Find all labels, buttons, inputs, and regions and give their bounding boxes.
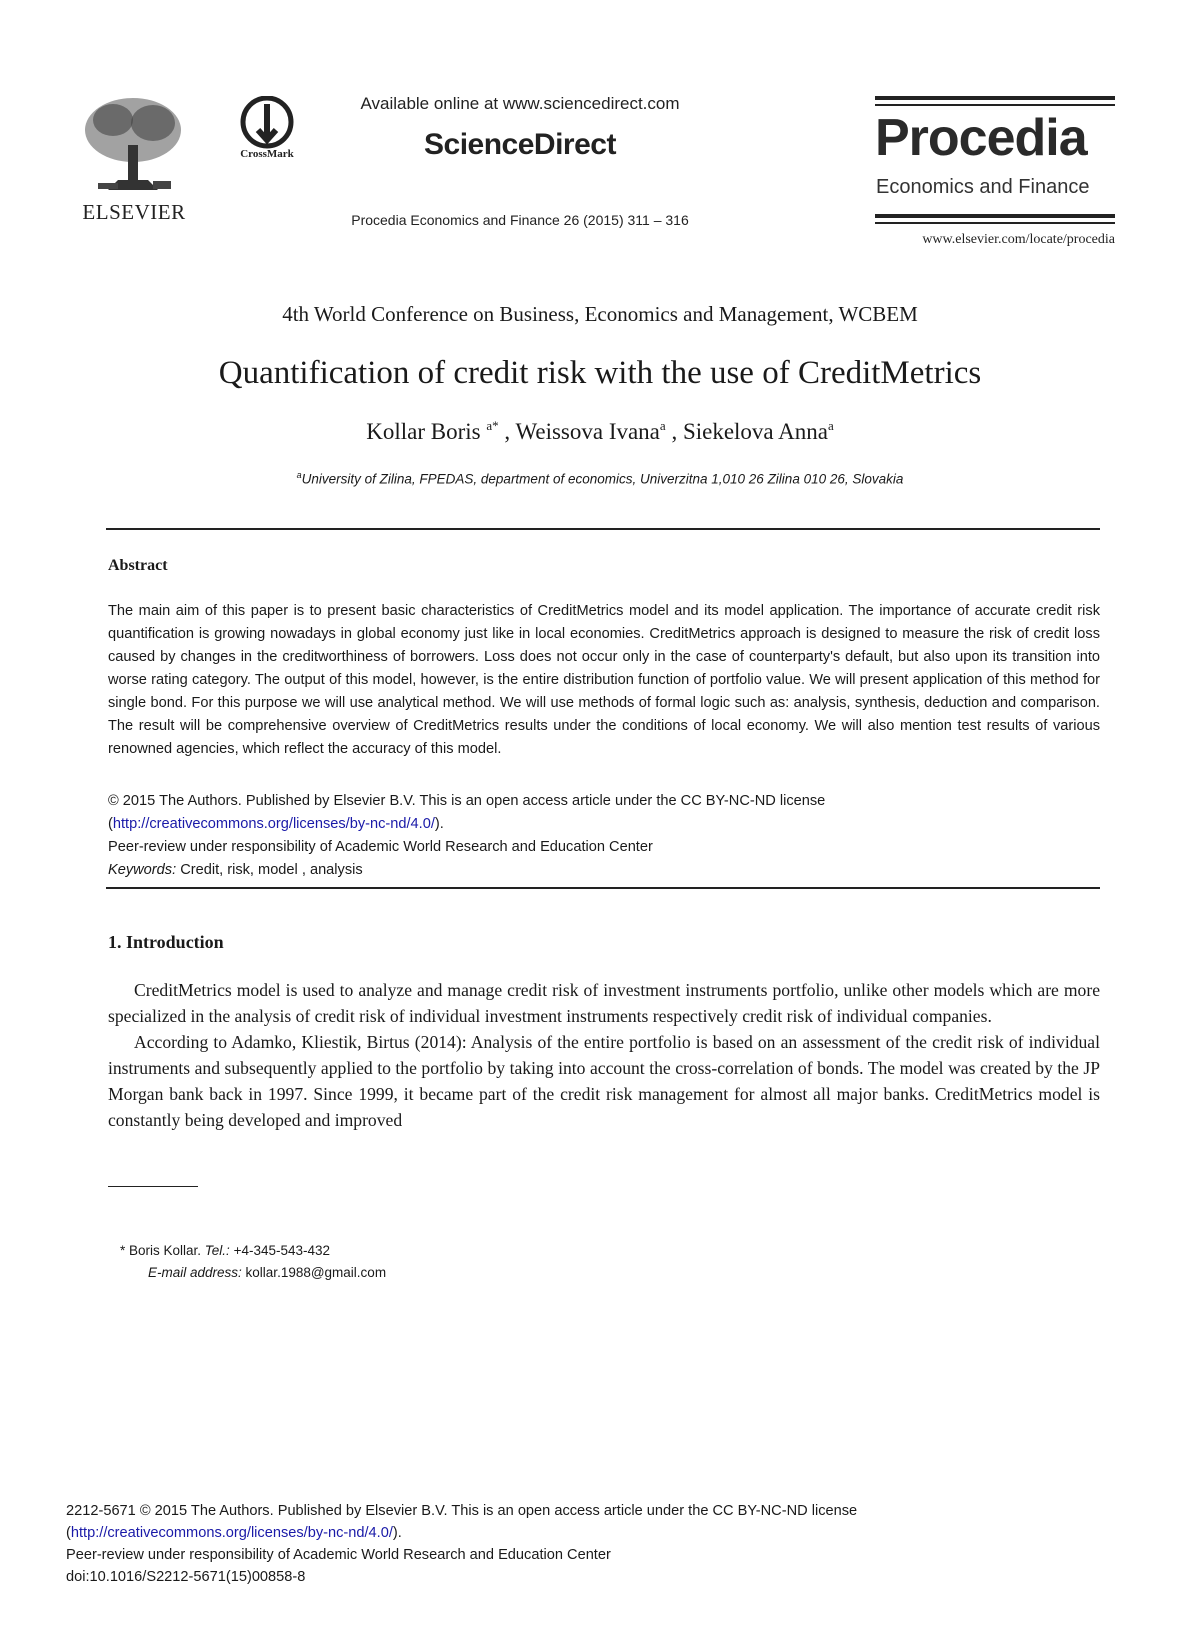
copyright-line: © 2015 The Authors. Published by Elsevier B.V. This is an open access article under the CC BY-NC-ND license bbox=[108, 793, 826, 809]
author-name: , Siekelova Anna bbox=[665, 419, 828, 444]
footnote bbox=[120, 1240, 720, 1284]
footnote-author: * Boris Kollar. bbox=[120, 1243, 205, 1258]
email-address[interactable]: kollar.1988@gmail.com bbox=[241, 1265, 387, 1280]
paren-close: ). bbox=[392, 1525, 402, 1541]
tel-label: Tel.: bbox=[204, 1243, 230, 1258]
bottom-peer-review-line: Peer-review under responsibility of Academic World Research and Education Center bbox=[66, 1547, 611, 1563]
journal-url[interactable]: www.elsevier.com/locate/procedia bbox=[922, 232, 1115, 247]
divider-bottom bbox=[106, 887, 1100, 889]
affiliation-text: University of Zilina, FPEDAS, department of economics, Univerzitna 1,010 26 Zilina 010 26, Slovakia bbox=[301, 471, 904, 487]
peer-review-line: Peer-review under responsibility of Academic World Research and Education Center bbox=[108, 839, 653, 855]
journal-rule-bottom bbox=[875, 214, 1115, 218]
crossmark-label: CrossMark bbox=[240, 148, 294, 160]
keywords-label: Keywords: bbox=[108, 862, 177, 878]
footnote-rule bbox=[108, 1186, 198, 1187]
bottom-license-block bbox=[66, 1500, 1066, 1588]
affiliation-mark: a bbox=[296, 470, 302, 480]
journal-reference: Procedia Economics and Finance 26 (2015) 311 – 316 bbox=[351, 212, 689, 228]
paren-open: ( bbox=[66, 1525, 71, 1541]
journal-subtitle: Economics and Finance bbox=[876, 176, 1090, 198]
abstract-body: The main aim of this paper is to present basic characteristics of CreditMetrics model and its model application. The importance of accurate credit risk quantification is growing nowadays in global economy just like in local economies. CreditMetrics approach is designed to measure the risk of credit loss caused by changes in the creditworthiness of borrowers. Loss does not occur only in the case of counterparty's default, but also upon its transition into worse rating category. The output of this model, however, is the entire distribution function of portfolio value. We will present application of this method for single bond. For this purpose we will use analytical method. We will use methods of formal logic such as: analysis, synthesis, deduction and comparison. The result will be comprehensive overview of CreditMetrics results under the conditions of local economy. We will also mention test results of various renowned agencies, which reflect the accuracy of this model. bbox=[108, 603, 1100, 757]
keywords: Credit, risk, model , analysis bbox=[176, 862, 363, 878]
author-list bbox=[0, 418, 1200, 445]
author-name: , Weissova Ivana bbox=[498, 419, 660, 444]
paragraph: CreditMetrics model is used to analyze and manage credit risk of investment instruments portfolio, unlike other models which are more specialized in the analysis of credit risk of individual investment instruments respectively credit risk of individual companies. bbox=[108, 980, 1100, 1026]
journal-rule-bottom-thin bbox=[875, 222, 1115, 224]
paragraph: According to Adamko, Kliestik, Birtus (2014): Analysis of the entire portfolio is based on an assessment of the credit risk of individual instruments and subsequently applied to the portfolio by taking into account the cross-correlation of bonds. The model was created by the JP Morgan bank back in 1997. Since 1999, it became part of the credit risk management for almost all major banks. CreditMetrics model is constantly being developed and improved bbox=[108, 1032, 1100, 1130]
author-affiliation-mark: a* bbox=[486, 418, 499, 433]
paren-open: ( bbox=[108, 816, 113, 832]
bottom-license-link[interactable]: http://creativecommons.org/licenses/by-nc-nd/4.0/ bbox=[70, 1525, 393, 1541]
abstract-heading: Abstract bbox=[108, 557, 168, 574]
conference-name: 4th World Conference on Business, Economics and Management, WCBEM bbox=[282, 302, 918, 326]
journal-rule-top bbox=[875, 96, 1115, 100]
available-online-text: Available online at www.sciencedirect.com bbox=[360, 94, 680, 113]
publisher-logo-text: ELSEVIER bbox=[82, 200, 186, 224]
doi-line[interactable]: doi:10.1016/S2212-5671(15)00858-8 bbox=[66, 1569, 306, 1585]
paper-title: Quantification of credit risk with the use of CreditMetrics bbox=[218, 355, 982, 391]
section-heading-introduction: 1. Introduction bbox=[108, 932, 224, 952]
license-link[interactable]: http://creativecommons.org/licenses/by-nc-nd/4.0/ bbox=[112, 816, 435, 832]
author-name: Kollar Boris bbox=[366, 419, 487, 444]
platform-name: ScienceDirect bbox=[424, 128, 616, 161]
journal-rule-top-thin bbox=[875, 104, 1115, 106]
issn-copyright-line: 2212-5671 © 2015 The Authors. Published by Elsevier B.V. This is an open access article under the CC BY-NC-ND license bbox=[66, 1503, 858, 1519]
divider-top bbox=[106, 528, 1100, 530]
author-affiliation-mark: a bbox=[659, 418, 666, 433]
footnote-email-line bbox=[120, 1262, 720, 1284]
tel-number: +4-345-543-432 bbox=[229, 1243, 331, 1258]
keywords-line bbox=[108, 859, 1100, 882]
email-label: E-mail address: bbox=[148, 1265, 242, 1280]
journal-name: Procedia bbox=[875, 109, 1087, 167]
author-affiliation-mark: a bbox=[827, 418, 834, 433]
elsevier-tree-icon bbox=[78, 95, 188, 195]
introduction-body bbox=[108, 977, 1100, 1133]
footnote-author-line bbox=[120, 1240, 720, 1262]
license-line bbox=[108, 813, 1100, 836]
paren-close: ). bbox=[434, 816, 444, 832]
bottom-license-line bbox=[66, 1522, 1066, 1544]
affiliation bbox=[0, 470, 1200, 487]
abstract-meta bbox=[108, 790, 1100, 882]
